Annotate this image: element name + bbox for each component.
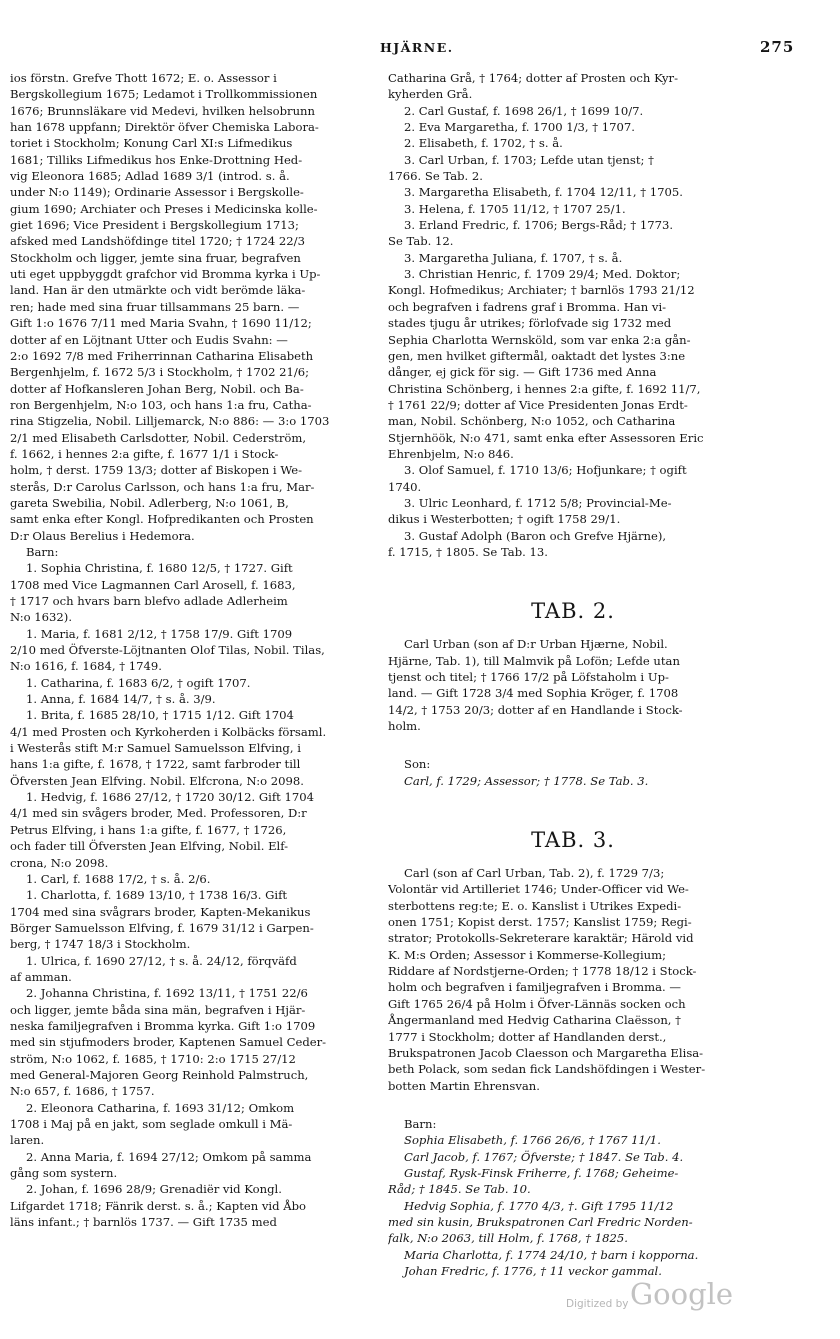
tab-2-son-entry: Carl, f. 1729; Assessor; † 1778. Se Tab. 3. [404, 773, 649, 788]
text-line: 3. Olof Samuel, f. 1710 13/6; Hofjunkare; † ogift [404, 463, 687, 478]
running-title: HJÄRNE. [380, 40, 454, 55]
text-line: 1. Catharina, f. 1683 6/2, † ogift 1707. [26, 675, 251, 690]
text-line: 2. Anna Maria, f. 1694 27/12; Omkom på samma [26, 1149, 312, 1164]
text-line: laren. [10, 1133, 45, 1148]
text-line: Gift 1:o 1676 7/11 med Maria Svahn, † 1690 11/12; [10, 316, 312, 331]
tab-2-line: Hjärne, Tab. 1), till Malmvik på Lofön; Lefde utan [388, 653, 680, 668]
text-line: samt enka efter Kongl. Hofpredikanten och Prosten [10, 512, 314, 527]
child-entry: falk, N:o 2063, till Holm, f. 1768, † 1825. [388, 1231, 628, 1246]
text-line: 3. Christian Henric, f. 1709 29/4; Med. Doktor; [404, 267, 681, 282]
text-line: stades tjugu år utrikes; förlofvade sig 1732 med [388, 316, 672, 331]
text-line: man, Nobil. Schönberg, N:o 1052, och Catharina [388, 414, 676, 429]
tab-3-line: K. M:s Orden; Assessor i Kommerse-Kollegium; [388, 947, 667, 962]
text-line: under N:o 1149); Ordinarie Assessor i Bergskolle- [10, 185, 304, 200]
text-line: 3. Erland Fredric, f. 1706; Bergs-Råd; † 1773. [404, 218, 674, 233]
text-line: gium 1690; Archiater och Preses i Medicinska kolle- [10, 201, 318, 216]
text-line: D:r Olaus Berelius i Hedemora. [10, 528, 195, 543]
text-line: 1704 med sina svågrars broder, Kapten-Mekanikus [10, 904, 311, 919]
text-line: 4/1 med Prosten och Kyrkoherden i Kolbäcks församl. [10, 724, 327, 739]
text-line: dotter af en Löjtnant Utter och Eudis Svahn: — [10, 332, 288, 347]
text-line: 3. Margaretha Juliana, f. 1707, † s. å. [404, 250, 623, 265]
text-line: 1. Charlotta, f. 1689 13/10, † 1738 16/3. Gift [26, 888, 288, 903]
text-line: i Westerås stift M:r Samuel Samuelsson Elfving, i [10, 741, 301, 756]
tab-2-body [388, 636, 758, 734]
text-line: rina Stigzelia, Nobil. Lilljemarck, N:o 886: — 3:o 1703 [10, 414, 330, 429]
text-line: 1. Sophia Christina, f. 1680 12/5, † 1727. Gift [26, 561, 293, 576]
text-line: land. Han är den utmärkte och vidt berömde läka- [10, 283, 306, 298]
text-line: ren; hade med sina fruar tillsammans 25 barn. — [10, 299, 300, 314]
tab-3-children [388, 1132, 758, 1279]
tab-2-line: holm. [388, 719, 421, 734]
text-line: 1740. [388, 479, 422, 494]
text-line: Lifgardet 1718; Fänrik derst. s. å.; Kapten vid Åbo [10, 1198, 307, 1213]
text-line: N:o 1632). [10, 610, 73, 625]
text-line: uti eget uppbyggdt grafchor vid Bromma kyrka i Up- [10, 267, 321, 282]
text-line: † 1717 och hvars barn blefvo adlade Adlerheim [10, 594, 288, 608]
text-line: f. 1715, † 1805. Se Tab. 13. [388, 544, 548, 559]
text-line: neska familjegrafven i Bromma kyrka. Gift 1:o 1709 [10, 1018, 316, 1033]
text-line: 3. Gustaf Adolph (Baron och Grefve Hjärne), [404, 528, 667, 543]
page-number: 275 [760, 38, 795, 56]
text-line: N:o 657, f. 1686, † 1757. [10, 1084, 155, 1099]
tab-3-line: Gift 1765 26/4 på Holm i Öfver-Lännäs socken och [388, 996, 686, 1011]
tab-3-line: Volontär vid Artilleriet 1746; Under-Officer vid We- [388, 882, 689, 897]
child-entry: Carl Jacob, f. 1767; Öfverste; † 1847. Se Tab. 4. [404, 1149, 684, 1164]
tab-3-line: Brukspatronen Jacob Claesson och Margaretha Elisa- [388, 1045, 704, 1060]
tab-3-line: botten Martin Ehrensvan. [388, 1078, 540, 1093]
text-line: Se Tab. 12. [388, 234, 454, 249]
text-line: med sin stjufmoders broder, Kaptenen Samuel Ceder- [10, 1035, 327, 1050]
tab-3-line: holm och begrafven i familjegrafven i Bromma. — [388, 980, 681, 995]
text-line: 2/10 med Öfverste-Löjtnanten Olof Tilas, Nobil. Tilas, [10, 643, 325, 658]
text-line: 3. Carl Urban, f. 1703; Lefde utan tjenst; † [404, 152, 654, 167]
text-line: Petrus Elfving, i hans 1:a gifte, f. 1677, † 1726, [10, 822, 287, 837]
text-line: Stockholm och ligger, jemte sina fruar, begrafven [10, 250, 301, 265]
child-entry: Johan Fredric, f. 1776, † 11 veckor gammal. [404, 1263, 662, 1278]
tab-3-line: Riddare af Nordstjerne-Orden; † 1778 18/12 i Stock- [388, 964, 697, 979]
text-line: toriet i Stockholm; Konung Carl XI:s Lifmedikus [10, 136, 293, 151]
child-entry: Maria Charlotta, f. 1774 24/10, † barn i kopporna. [404, 1247, 699, 1262]
text-line: 1676; Brunnsläkare vid Medevi, hvilken helsobrunn [10, 103, 315, 118]
tab-3-line: beth Polack, som sedan fick Landshöfdingen i Wester- [388, 1062, 706, 1077]
text-line: och begrafven i fadrens graf i Bromma. Han vi- [388, 299, 667, 314]
text-line: 3. Ulric Leonhard, f. 1712 5/8; Provincial-Me- [404, 495, 672, 510]
text-line: 1. Anna, f. 1684 14/7, † s. å. 3/9. [26, 692, 216, 707]
text-line: Bergskollegium 1675; Ledamot i Trollkommissionen [10, 87, 318, 102]
tab-3-line: onen 1751; Kopist derst. 1757; Kanslist 1759; Regi- [388, 915, 692, 930]
text-line: af amman. [10, 969, 72, 984]
text-line: Ehrenbjelm, N:o 846. [388, 446, 514, 461]
text-line: 1766. Se Tab. 2. [388, 169, 483, 184]
page-header [0, 40, 840, 64]
tab-2-heading: TAB. 2. [531, 599, 615, 624]
text-line: crona, N:o 2098. [10, 855, 109, 870]
watermark-prefix: Digitized by [566, 1298, 629, 1310]
text-line: 1. Carl, f. 1688 17/2, † s. å. 2/6. [26, 871, 211, 886]
text-line: och ligger, jemte båda sina män, begrafven i Hjär- [10, 1002, 306, 1017]
text-line: f. 1662, i hennes 2:a gifte, f. 1677 1/1 i Stock- [10, 446, 279, 461]
text-line: 1681; Tilliks Lifmedikus hos Enke-Drottning Hed- [10, 152, 303, 167]
text-line: 2. Johanna Christina, f. 1692 13/11, † 1751 22/6 [26, 986, 308, 1001]
right-column-text [388, 70, 758, 560]
google-logo: Google [630, 1277, 734, 1311]
text-line: 2/1 med Elisabeth Carlsdotter, Nobil. Cederström, [10, 430, 307, 445]
text-line: och fader till Öfversten Jean Elfving, Nobil. Elf- [10, 839, 289, 854]
child-entry: med sin kusin, Brukspatronen Carl Fredric Norden- [388, 1214, 693, 1229]
text-line: han 1678 uppfann; Direktör öfver Chemiska Labora- [10, 120, 319, 135]
text-line: gareta Swebilia, Nobil. Adlerberg, N:o 1061, B, [10, 495, 289, 510]
tab-3-line: 1777 i Stockholm; dotter af Handlanden derst., [388, 1029, 667, 1044]
text-line: dånger, ej gick för sig. — Gift 1736 med Anna [388, 365, 657, 380]
text-line: 3. Margaretha Elisabeth, f. 1704 12/11, † 1705. [404, 185, 683, 200]
tab-2-line: Carl Urban (son af D:r Urban Hjærne, Nobil. [404, 637, 668, 652]
text-line: ios förstn. Grefve Thott 1672; E. o. Assessor i [10, 71, 277, 85]
text-line: 1. Hedvig, f. 1686 27/12, † 1720 30/12. Gift 1704 [26, 790, 314, 805]
text-line: Bergenhjelm, f. 1672 5/3 i Stockholm, † 1702 21/6; [10, 365, 310, 380]
left-column [10, 70, 374, 1230]
text-line: 2. Johan, f. 1696 28/9; Grenadiër vid Kongl. [26, 1182, 282, 1197]
text-line: gång som systern. [10, 1166, 118, 1181]
google-watermark [566, 1277, 756, 1317]
child-entry: Gustaf, Rysk-Finsk Friherre, f. 1768; Geheime- [404, 1165, 679, 1180]
text-line: † 1761 22/9; dotter af Vice Presidenten Jonas Erdt- [388, 397, 688, 412]
text-line: 2. Carl Gustaf, f. 1698 26/1, † 1699 10/7. [404, 103, 644, 118]
text-line: ström, N:o 1062, f. 1685, † 1710: 2:o 1715 27/12 [10, 1051, 296, 1066]
text-line: Barn: [26, 544, 59, 559]
text-line: 2:o 1692 7/8 med Friherrinnan Catharina Elisabeth [10, 348, 314, 363]
text-line: berg, † 1747 18/3 i Stockholm. [10, 937, 191, 952]
tab-3-heading: TAB. 3. [531, 828, 615, 853]
right-column [388, 70, 758, 1279]
child-entry: Hedvig Sophia, f. 1770 4/3, †. Gift 1795 11/12 [404, 1198, 674, 1213]
tab-2-son-label: Son: [404, 757, 431, 772]
child-entry: Råd; † 1845. Se Tab. 10. [388, 1182, 531, 1197]
text-line: dikus i Westerbotten; † ogift 1758 29/1. [388, 512, 621, 527]
text-line: Christina Schönberg, i hennes 2:a gifte, f. 1692 11/7, [388, 381, 701, 396]
text-line: Öfversten Jean Elfving. Nobil. Elfcrona, N:o 2098. [10, 773, 304, 788]
tab-3-line: strator; Protokolls-Sekreterare karaktär; Härold vid [388, 931, 694, 946]
text-line: 4/1 med sin svågers broder, Med. Professoren, D:r [10, 806, 307, 821]
text-line: 1. Ulrica, f. 1690 27/12, † s. å. 24/12, förqväfd [26, 953, 297, 968]
text-line: dotter af Hofkansleren Johan Berg, Nobil. och Ba- [10, 381, 304, 396]
child-entry: Sophia Elisabeth, f. 1766 26/6, † 1767 11/1. [404, 1133, 661, 1148]
text-line: 1708 med Vice Lagmannen Carl Arosell, f. 1683, [10, 577, 296, 592]
text-line: hans 1:a gifte, f. 1678, † 1722, samt farbroder till [10, 757, 301, 772]
text-line: Börger Samuelsson Elfving, f. 1679 31/12 i Garpen- [10, 920, 314, 935]
text-line: läns infant.; † barnlös 1737. — Gift 1735 med [10, 1215, 277, 1230]
text-line: 1708 i Maj på en jakt, som seglade omkull i Mä- [10, 1117, 293, 1131]
text-line: Catharina Grå, † 1764; dotter af Prosten och Kyr- [388, 71, 678, 85]
text-line: 3. Helena, f. 1705 11/12, † 1707 25/1. [404, 201, 626, 216]
text-line: N:o 1616, f. 1684, † 1749. [10, 659, 162, 674]
text-line: gen, men hvilket giftermål, oaktadt det lystes 3:ne [388, 348, 686, 363]
tab-3-children-label: Barn: [404, 1116, 437, 1131]
text-line: Stjernhöök, N:o 471, samt enka efter Assessoren Eric [388, 430, 704, 445]
text-line: 1. Brita, f. 1685 28/10, † 1715 1/12. Gift 1704 [26, 708, 294, 723]
text-line: sterås, D:r Carolus Carlsson, och hans 1:a fru, Mar- [10, 479, 315, 494]
text-line: vig Eleonora 1685; Adlad 1689 3/1 (introd. s. å. [10, 169, 290, 184]
tab-3-body [388, 865, 758, 1094]
tab-2-line: land. — Gift 1728 3/4 med Sophia Kröger, f. 1708 [388, 686, 679, 701]
tab-2-line: 14/2, † 1753 20/3; dotter af en Handlande i Stock- [388, 702, 683, 717]
tab-3-line: Ångermanland med Hedvig Catharina Claësson, † [388, 1013, 681, 1028]
text-line: 2. Eva Margaretha, f. 1700 1/3, † 1707. [404, 120, 635, 135]
text-line: 1. Maria, f. 1681 2/12, † 1758 17/9. Gift 1709 [26, 626, 293, 641]
tab-3-line: sterbottens reg:te; E. o. Kanslist i Utrikes Expedi- [388, 898, 682, 913]
text-line: giet 1696; Vice President i Bergskollegium 1713; [10, 218, 299, 233]
text-line: ron Bergenhjelm, N:o 103, och hans 1:a fru, Catha- [10, 397, 312, 412]
text-line: kyherden Grå. [388, 87, 473, 102]
text-line: holm, † derst. 1759 13/3; dotter af Biskopen i We- [10, 463, 303, 478]
tab-3-line: Carl (son af Carl Urban, Tab. 2), f. 1729 7/3; [404, 866, 665, 881]
text-line: 2. Elisabeth, f. 1702, † s. å. [404, 136, 563, 151]
text-line: Kongl. Hofmedikus; Archiater; † barnlös 1793 21/12 [388, 283, 695, 298]
text-line: med General-Majoren Georg Reinhold Palmstruch, [10, 1067, 309, 1082]
text-line: 2. Eleonora Catharina, f. 1693 31/12; Omkom [26, 1100, 295, 1115]
text-line: afsked med Landshöfdinge titel 1720; † 1724 22/3 [10, 234, 305, 249]
text-line: Sephia Charlotta Wernsköld, som var enka 2:a gån- [388, 332, 691, 347]
tab-2-line: tjenst och titel; † 1766 17/2 på Löfstaholm i Up- [388, 670, 669, 684]
